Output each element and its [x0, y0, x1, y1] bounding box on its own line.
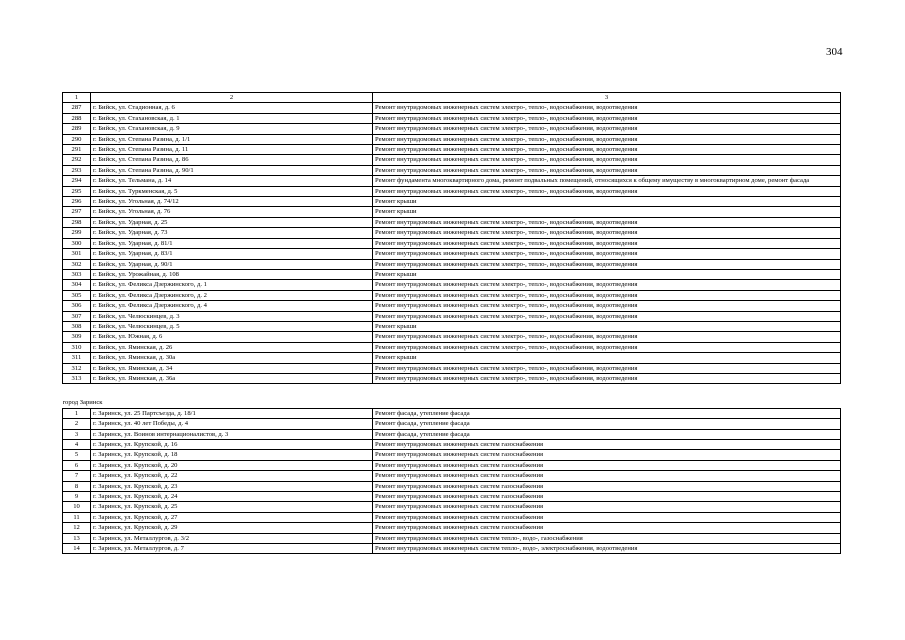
row-work-type: Ремонт крыши	[373, 269, 841, 279]
row-work-type: Ремонт внутридомовых инженерных систем электро-, тепло-, водоснабжения, водоотведения	[373, 290, 841, 300]
row-address: г. Бийск, ул. Степана Разина, д. 1/1	[91, 134, 373, 144]
table-row	[63, 450, 841, 460]
row-work-type: Ремонт внутридомовых инженерных систем электро-, тепло-, водоснабжения, водоотведения	[373, 165, 841, 175]
row-address: г. Бийск, ул. Яминская, д. 36а	[91, 373, 373, 383]
table-header-row	[63, 93, 841, 103]
row-address: г. Бийск, ул. Стахановская, д. 1	[91, 113, 373, 123]
table-row	[63, 502, 841, 512]
row-number: 287	[63, 103, 91, 113]
row-number: 304	[63, 280, 91, 290]
row-address: г. Бийск, ул. Степана Разина, д. 11	[91, 145, 373, 155]
row-address: г. Бийск, ул. Тельмана, д. 14	[91, 176, 373, 186]
row-address: г. Бийск, ул. Ударная, д. 73	[91, 228, 373, 238]
row-address: г. Бийск, ул. Угольная, д. 74/12	[91, 197, 373, 207]
table-row	[63, 440, 841, 450]
header-col-2: 2	[91, 93, 373, 103]
row-number: 10	[63, 502, 91, 512]
row-number: 313	[63, 373, 91, 383]
row-work-type: Ремонт внутридомовых инженерных систем газоснабжения	[373, 523, 841, 533]
row-number: 3	[63, 429, 91, 439]
table-row	[63, 332, 841, 342]
row-number: 297	[63, 207, 91, 217]
row-number: 298	[63, 217, 91, 227]
table-row	[63, 523, 841, 533]
row-address: г. Бийск, ул. Феликса Дзержинского, д. 2	[91, 290, 373, 300]
row-address: г. Бийск, ул. Яминская, д. 34	[91, 363, 373, 373]
row-address: г. Заринск, ул. 40 лет Победы, д. 4	[91, 419, 373, 429]
row-address: г. Бийск, ул. Феликса Дзержинского, д. 1	[91, 280, 373, 290]
row-work-type: Ремонт фундамента многоквартирного дома, ремонт подвальных помещений, относящихся к общему имуществу в многоквартирном доме, ремонт фасада	[373, 176, 841, 186]
table-row	[63, 217, 841, 227]
row-address: г. Бийск, ул. Ударная, д. 90/1	[91, 259, 373, 269]
row-address: г. Бийск, ул. Ударная, д. 83/1	[91, 249, 373, 259]
city-section-row	[63, 398, 841, 408]
table-row	[63, 544, 841, 554]
table-row	[63, 301, 841, 311]
row-address: г. Бийск, ул. Яминская, д. 30а	[91, 353, 373, 363]
row-number: 6	[63, 460, 91, 470]
row-address: г. Бийск, ул. Ударная, д. 81/1	[91, 238, 373, 248]
row-number: 12	[63, 523, 91, 533]
table-row	[63, 533, 841, 543]
row-work-type: Ремонт внутридомовых инженерных систем газоснабжения	[373, 450, 841, 460]
row-number: 295	[63, 186, 91, 196]
row-address: г. Заринск, ул. Воинов интернационалистов, д. 3	[91, 429, 373, 439]
table-row	[63, 124, 841, 134]
table-row	[63, 145, 841, 155]
table-row	[63, 363, 841, 373]
row-address: г. Бийск, ул. Стахановская, д. 9	[91, 124, 373, 134]
row-address: г. Бийск, ул. Челюскинцев, д. 3	[91, 311, 373, 321]
row-work-type: Ремонт внутридомовых инженерных систем электро-, тепло-, водоснабжения, водоотведения	[373, 113, 841, 123]
row-number: 13	[63, 533, 91, 543]
row-number: 288	[63, 113, 91, 123]
row-work-type: Ремонт внутридомовых инженерных систем электро-, тепло-, водоснабжения, водоотведения	[373, 124, 841, 134]
row-work-type: Ремонт крыши	[373, 353, 841, 363]
row-number: 307	[63, 311, 91, 321]
row-work-type: Ремонт внутридомовых инженерных систем электро-, тепло-, водоснабжения, водоотведения	[373, 217, 841, 227]
table-row	[63, 103, 841, 113]
row-address: г. Заринск, ул. Крупской, д. 27	[91, 512, 373, 522]
row-address: г. Бийск, ул. Стадионная, д. 6	[91, 103, 373, 113]
row-work-type: Ремонт крыши	[373, 197, 841, 207]
row-work-type: Ремонт внутридомовых инженерных систем газоснабжения	[373, 460, 841, 470]
row-address: г. Заринск, ул. Крупской, д. 25	[91, 502, 373, 512]
row-work-type: Ремонт внутридомовых инженерных систем электро-, тепло-, водоснабжения, водоотведения	[373, 301, 841, 311]
row-work-type: Ремонт внутридомовых инженерных систем электро-, тепло-, водоснабжения, водоотведения	[373, 373, 841, 383]
row-number: 308	[63, 321, 91, 331]
row-work-type: Ремонт крыши	[373, 321, 841, 331]
repair-schedule-table	[62, 92, 841, 554]
row-address: г. Бийск, ул. Степана Разина, д. 90/1	[91, 165, 373, 175]
spacer-cell	[63, 384, 841, 399]
row-address: г. Заринск, ул. Крупской, д. 18	[91, 450, 373, 460]
row-work-type: Ремонт внутридомовых инженерных систем электро-, тепло-, водоснабжения, водоотведения	[373, 259, 841, 269]
row-address: г. Бийск, ул. Ударная, д. 25	[91, 217, 373, 227]
row-number: 299	[63, 228, 91, 238]
table-row	[63, 165, 841, 175]
row-number: 301	[63, 249, 91, 259]
row-work-type: Ремонт внутридомовых инженерных систем электро-, тепло-, водоснабжения, водоотведения	[373, 186, 841, 196]
table-row	[63, 197, 841, 207]
row-number: 311	[63, 353, 91, 363]
row-address: г. Бийск, ул. Феликса Дзержинского, д. 4	[91, 301, 373, 311]
row-number: 294	[63, 176, 91, 186]
row-work-type: Ремонт крыши	[373, 207, 841, 217]
row-address: г. Заринск, ул. Крупской, д. 24	[91, 492, 373, 502]
row-number: 291	[63, 145, 91, 155]
row-number: 303	[63, 269, 91, 279]
table-row	[63, 512, 841, 522]
row-address: г. Бийск, ул. Челюскинцев, д. 5	[91, 321, 373, 331]
table-row	[63, 269, 841, 279]
row-address: г. Заринск, ул. Металлургов, д. 3/2	[91, 533, 373, 543]
row-number: 300	[63, 238, 91, 248]
row-number: 306	[63, 301, 91, 311]
row-number: 11	[63, 512, 91, 522]
row-work-type: Ремонт внутридомовых инженерных систем электро-, тепло-, водоснабжения, водоотведения	[373, 332, 841, 342]
row-work-type: Ремонт фасада, утепление фасада	[373, 429, 841, 439]
row-number: 1	[63, 408, 91, 418]
row-work-type: Ремонт внутридомовых инженерных систем электро-, тепло-, водоснабжения, водоотведения	[373, 311, 841, 321]
table-row	[63, 373, 841, 383]
row-number: 296	[63, 197, 91, 207]
table-row	[63, 481, 841, 491]
row-number: 7	[63, 471, 91, 481]
table-row	[63, 249, 841, 259]
row-number: 302	[63, 259, 91, 269]
table-row	[63, 228, 841, 238]
row-address: г. Бийск, ул. Южная, д. 6	[91, 332, 373, 342]
row-work-type: Ремонт внутридомовых инженерных систем электро-, тепло-, водоснабжения, водоотведения	[373, 238, 841, 248]
row-work-type: Ремонт внутридомовых инженерных систем газоснабжения	[373, 492, 841, 502]
row-address: г. Заринск, ул. Крупской, д. 22	[91, 471, 373, 481]
row-work-type: Ремонт внутридомовых инженерных систем газоснабжения	[373, 440, 841, 450]
row-number: 5	[63, 450, 91, 460]
table-row	[63, 342, 841, 352]
row-work-type: Ремонт внутридомовых инженерных систем газоснабжения	[373, 481, 841, 491]
row-number: 305	[63, 290, 91, 300]
table-row	[63, 321, 841, 331]
row-number: 4	[63, 440, 91, 450]
row-number: 290	[63, 134, 91, 144]
row-number: 310	[63, 342, 91, 352]
row-address: г. Заринск, ул. Крупской, д. 23	[91, 481, 373, 491]
row-number: 2	[63, 419, 91, 429]
table-row	[63, 353, 841, 363]
table-row	[63, 311, 841, 321]
row-address: г. Заринск, ул. Крупской, д. 20	[91, 460, 373, 470]
row-work-type: Ремонт внутридомовых инженерных систем электро-, тепло-, водоснабжения, водоотведения	[373, 145, 841, 155]
table-row	[63, 290, 841, 300]
row-address: г. Заринск, ул. Металлургов, д. 7	[91, 544, 373, 554]
row-work-type: Ремонт внутридомовых инженерных систем электро-, тепло-, водоснабжения, водоотведения	[373, 363, 841, 373]
page-number: 304	[826, 46, 843, 58]
table-row	[63, 419, 841, 429]
row-work-type: Ремонт внутридомовых инженерных систем электро-, тепло-, водоснабжения, водоотведения	[373, 342, 841, 352]
city-section-title: город Заринск	[62, 399, 103, 407]
table-row	[63, 429, 841, 439]
table-row	[63, 186, 841, 196]
table-row	[63, 113, 841, 123]
row-number: 309	[63, 332, 91, 342]
table-row	[63, 155, 841, 165]
row-number: 292	[63, 155, 91, 165]
table-row	[63, 259, 841, 269]
row-work-type: Ремонт фасада, утепление фасада	[373, 408, 841, 418]
table-row	[63, 134, 841, 144]
row-work-type: Ремонт внутридомовых инженерных систем тепло-, водо-, газоснабжения	[373, 533, 841, 543]
row-work-type: Ремонт внутридомовых инженерных систем электро-, тепло-, водоснабжения, водоотведения	[373, 228, 841, 238]
row-address: г. Заринск, ул. Крупской, д. 29	[91, 523, 373, 533]
row-number: 8	[63, 481, 91, 491]
row-address: г. Бийск, ул. Яминская, д. 26	[91, 342, 373, 352]
row-work-type: Ремонт внутридомовых инженерных систем электро-, тепло-, водоснабжения, водоотведения	[373, 103, 841, 113]
table-row	[63, 207, 841, 217]
table-row	[63, 471, 841, 481]
row-number: 293	[63, 165, 91, 175]
row-address: г. Заринск, ул. Крупской, д. 16	[91, 440, 373, 450]
row-work-type: Ремонт внутридомовых инженерных систем газоснабжения	[373, 512, 841, 522]
table-row	[63, 176, 841, 186]
row-work-type: Ремонт внутридомовых инженерных систем электро-, тепло-, водоснабжения, водоотведения	[373, 280, 841, 290]
row-address: г. Заринск, ул. 25 Партсъезда, д. 18/1	[91, 408, 373, 418]
header-col-3: 3	[373, 93, 841, 103]
header-col-1: 1	[63, 93, 91, 103]
row-work-type: Ремонт внутридомовых инженерных систем тепло-, водо-, электроснабжения, водоотведения	[373, 544, 841, 554]
row-number: 289	[63, 124, 91, 134]
section-spacer	[63, 384, 841, 399]
table-row	[63, 280, 841, 290]
row-work-type: Ремонт внутридомовых инженерных систем газоснабжения	[373, 471, 841, 481]
row-work-type: Ремонт внутридомовых инженерных систем газоснабжения	[373, 502, 841, 512]
row-number: 14	[63, 544, 91, 554]
table-row	[63, 238, 841, 248]
row-address: г. Бийск, ул. Урожайная, д. 108	[91, 269, 373, 279]
table-body	[63, 93, 841, 554]
row-work-type: Ремонт внутридомовых инженерных систем электро-, тепло-, водоснабжения, водоотведения	[373, 134, 841, 144]
row-work-type: Ремонт внутридомовых инженерных систем электро-, тепло-, водоснабжения, водоотведения	[373, 249, 841, 259]
table-row	[63, 460, 841, 470]
table-row	[63, 492, 841, 502]
row-address: г. Бийск, ул. Степана Разина, д. 86	[91, 155, 373, 165]
row-work-type: Ремонт фасада, утепление фасада	[373, 419, 841, 429]
row-number: 312	[63, 363, 91, 373]
row-address: г. Бийск, ул. Туркменская, д. 5	[91, 186, 373, 196]
row-address: г. Бийск, ул. Угольная, д. 76	[91, 207, 373, 217]
row-work-type: Ремонт внутридомовых инженерных систем электро-, тепло-, водоснабжения, водоотведения	[373, 155, 841, 165]
row-number: 9	[63, 492, 91, 502]
table-row	[63, 408, 841, 418]
